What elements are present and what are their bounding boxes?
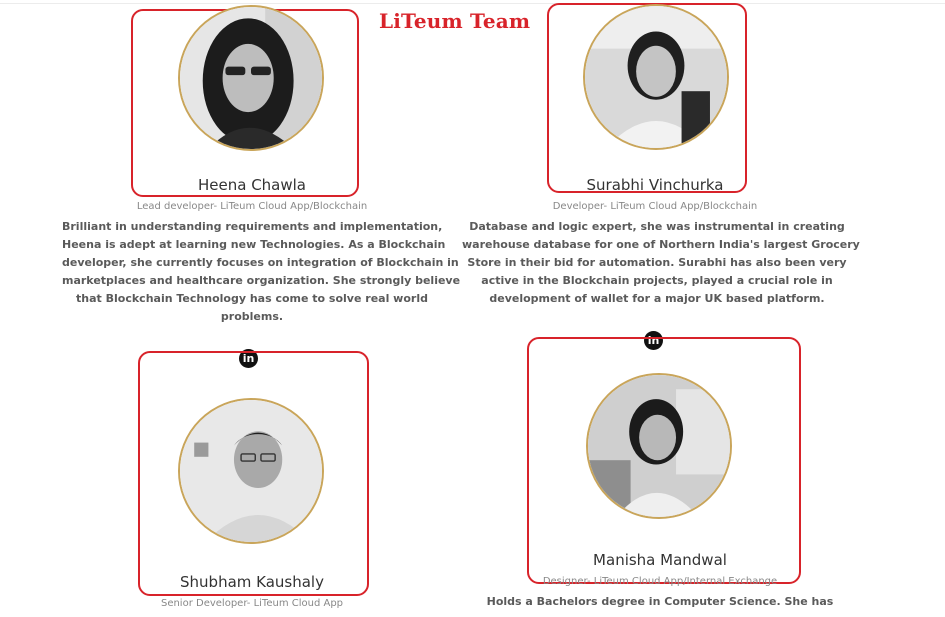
portrait-image xyxy=(585,6,727,148)
bio-line: problems. xyxy=(220,310,284,323)
avatar-heena[interactable] xyxy=(178,5,324,151)
member-name: Shubham Kaushaly xyxy=(180,573,324,591)
bio-line: that Blockchain Technology has come to solve real world xyxy=(76,292,428,305)
member-name: Manisha Mandwal xyxy=(593,551,727,569)
portrait-image xyxy=(588,375,730,517)
bio-line: Heena is adept at learning new Technologies. As a Blockchain xyxy=(62,238,446,251)
bio-line: active in the Blockchain projects, played a crucial role in xyxy=(481,274,833,287)
top-divider xyxy=(0,3,945,4)
member-role: Developer- LiTeum Cloud App/Blockchain xyxy=(552,201,758,212)
member-bio xyxy=(62,218,461,326)
bio-line: Store in their bid for automation. Surabhi has also been very xyxy=(467,256,847,269)
page-title: LiTeum Team xyxy=(379,9,531,33)
avatar-shubham[interactable] xyxy=(178,398,324,544)
bio-line: marketplaces and healthcare organization. She strongly believe xyxy=(62,274,461,287)
avatar-manisha[interactable] xyxy=(586,373,732,519)
bio-line: Brilliant in understanding requirements and implementation, xyxy=(62,220,443,233)
member-role: Lead developer- LiTeum Cloud App/Blockchain xyxy=(136,201,368,212)
bio-line: Holds a Bachelors degree in Computer Science. She has xyxy=(486,595,834,608)
avatar-surabhi[interactable] xyxy=(583,4,729,150)
bio-line: developer, she currently focuses on integration of Blockchain in xyxy=(62,256,459,269)
member-name: Heena Chawla xyxy=(197,176,307,194)
linkedin-icon[interactable]: in xyxy=(644,331,663,350)
portrait-image xyxy=(180,7,322,149)
member-name: Surabhi Vinchurka xyxy=(586,176,724,194)
portrait-image xyxy=(180,400,322,542)
member-role: Designer- LiTeum Cloud App/Internal Exchange xyxy=(542,576,778,587)
linkedin-icon[interactable]: in xyxy=(239,349,258,368)
bio-line: Database and logic expert, she was instrumental in creating xyxy=(469,220,845,233)
member-role: Senior Developer- LiTeum Cloud App xyxy=(160,598,344,609)
bio-line: development of wallet for a major UK based platform. xyxy=(489,292,825,305)
member-bio xyxy=(462,218,860,308)
bio-line: warehouse database for one of Northern India's largest Grocery xyxy=(462,238,860,251)
member-bio xyxy=(460,593,860,611)
